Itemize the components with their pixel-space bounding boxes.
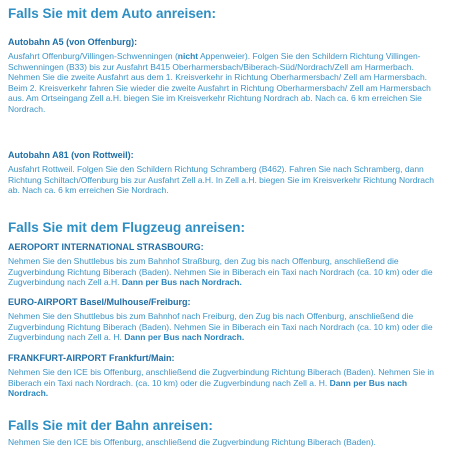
- basel-block: [8, 297, 444, 343]
- strasbourg-text-bold: Dann per Bus nach Nordrach.: [121, 277, 242, 288]
- a81-text: Ausfahrt Rottweil. Folgen Sie den Schildern Richtung Schramberg (B462). Fahren Sie nach Schramberg, dann Richtung Schiltach/Offenburg bis zur Ausfahrt Zell a.H. In Zell a.H. biegen Sie im Kreisverkehr Richtung Nordrach ab. Nach ca. 6 km erreichen Sie Nordrach.: [8, 164, 434, 196]
- a5-text: [8, 51, 444, 115]
- flug-section: [8, 220, 444, 236]
- auto-section: [8, 6, 444, 22]
- basel-text: [8, 311, 444, 343]
- bahn-text: Nehmen Sie den ICE bis Offenburg, anschließend die Zugverbindung Richtung Biberach (Baden).: [8, 437, 376, 447]
- a81-title: Autobahn A81 (von Rottweil):: [8, 150, 134, 160]
- flug-heading: Falls Sie mit dem Flugzeug anreisen:: [8, 220, 246, 235]
- strasbourg-block: [8, 242, 444, 288]
- bahn-section: [8, 418, 444, 448]
- strasbourg-text-main: Nehmen Sie den Shuttlebus bis zum Bahnhof Straßburg, den Zug bis nach Offenburg, anschließend die Zugverbindung Richtung Biberach (Baden). Nehmen Sie in Biberach ein Taxi nach Nordrach (ca. 10 km) oder die Zugverbindung nach Zell a.H.: [8, 256, 433, 288]
- strasbourg-title: AEROPORT INTERNATIONAL STRASBOURG:: [8, 242, 204, 252]
- basel-title: EURO-AIRPORT Basel/Mulhouse/Freiburg:: [8, 297, 191, 307]
- frankfurt-text-main: Nehmen Sie den ICE bis Offenburg, anschließend die Zugverbindung Richtung Biberach (Baden). Nehmen Sie in Biberach ein Taxi nach Nordrach. (ca. 10 km) oder die Zugverbindung nach Zell a. H.: [8, 367, 435, 388]
- frankfurt-text-bold: Dann per Bus nach Nordrach.: [8, 377, 408, 399]
- frankfurt-block: [8, 353, 444, 399]
- basel-text-bold: Dann per Bus nach Nordrach.: [124, 332, 245, 343]
- bahn-heading: Falls Sie mit der Bahn anreisen:: [8, 418, 213, 433]
- a5-text-part2: Appenweier). Folgen Sie den Schildern Richtung Villingen-Schwenningen (B33) bis zur Ausfahrt B415 Oberharmersbach/Biberach-Süd/Nordrach/Zell am Harmerbach. Nehmen Sie die zweite Ausfahrt aus dem 1. Kreisverkehr in Richtung Oberharmersbach/ Zell am Harmersbach. Beim 2. Kreisverkehr fahren Sie wieder die zweite Ausfahrt in Richtung Oberharmersbach/ Zell am Harmersbach aus. Am Ortseingang Zell a.H. biegen Sie im Kreisverkehr Richtung Nordrach ab. Nach ca. 6 km erreichen Sie Nordrach.: [8, 51, 431, 114]
- auto-heading: Falls Sie mit dem Auto anreisen:: [8, 6, 217, 21]
- a5-text-part1: Ausfahrt Offenburg/Villingen-Schwenningen (: [8, 51, 178, 61]
- frankfurt-title: FRANKFURT-AIRPORT Frankfurt/Main:: [8, 353, 175, 363]
- basel-text-main: Nehmen Sie den Shuttlebus bis zum Bahnhof nach Freiburg, den Zug bis nach Offenburg, anschließend die Zugverbindung Richtung Biberach (Baden). Nehmen Sie in Biberach ein Taxi nach Nordrach (ca. 10 km) oder die Zugverbindung nach Zell a. H.: [8, 311, 433, 343]
- strasbourg-text: [8, 256, 444, 288]
- a81-block: [8, 150, 444, 196]
- a5-title: Autobahn A5 (von Offenburg):: [8, 37, 138, 47]
- a5-text-bold: nicht: [177, 51, 199, 61]
- a5-block: [8, 37, 444, 115]
- frankfurt-text: [8, 367, 444, 399]
